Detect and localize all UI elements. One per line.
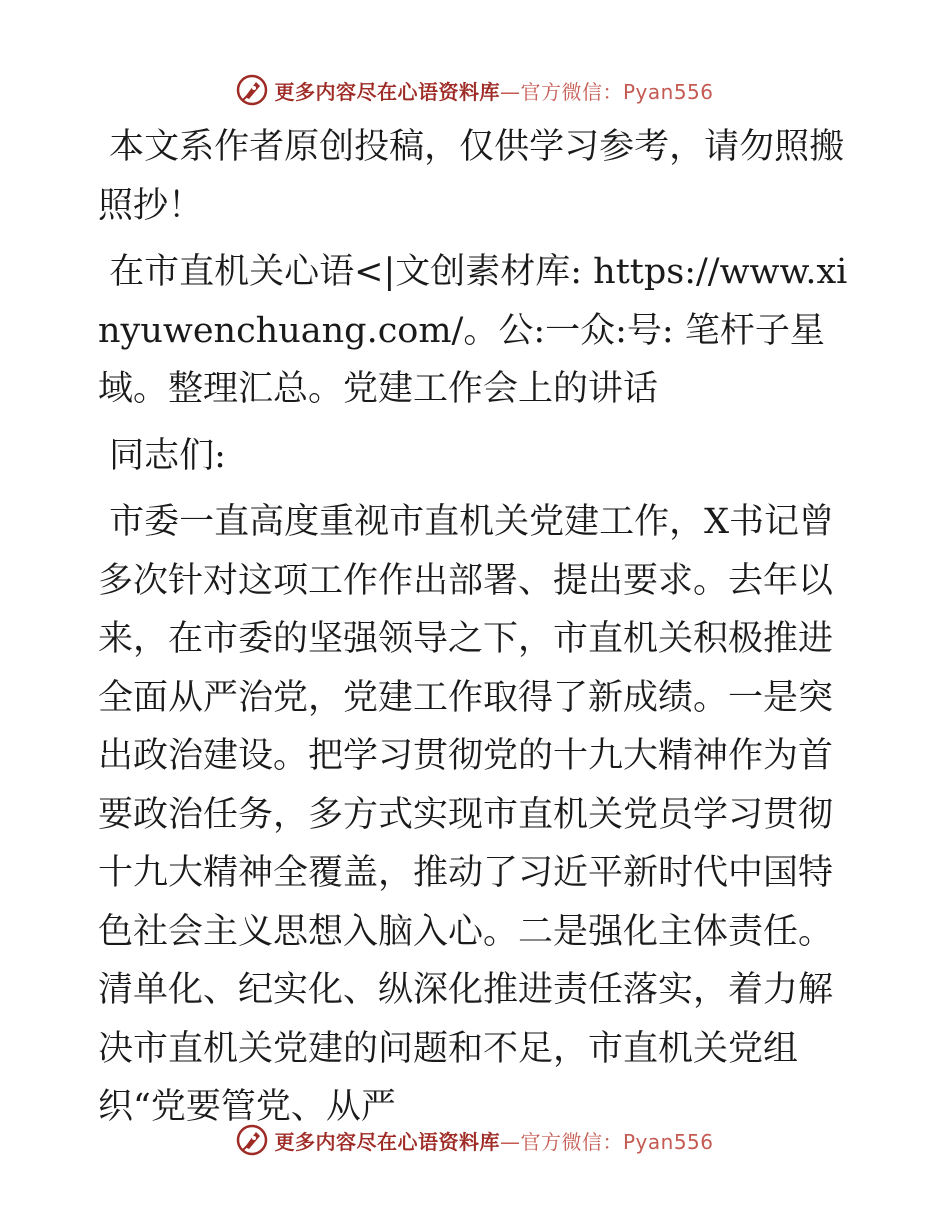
salutation-paragraph: 同志们: — [98, 435, 226, 476]
footer-banner — [0, 1118, 950, 1162]
body-paragraph: 市委一直高度重视市直机关党建工作，X书记曾多次针对这项工作作出部署、提出要求。去年以来，在市委的坚强领导之下，市直机关积极推进全面从严治党，党建工作取得了新成绩。一是突出政治建设。把学习贯彻党的十九大精神作为首要政治任务，多方式实现市直机关党员学习贯彻十九大精神全覆盖，推动了习近平新时代中国特色社会主义思想入脑入心。二是强化主体责任。清单化、纪实化、纵深化推进责任落实，着力解决市直机关党建的问题和不足，市直机关党组织“党要管党、从严 — [98, 502, 835, 1127]
disclaimer-paragraph: 本文系作者原创投稿，仅供学习参考，请勿照搬照抄！ — [98, 127, 845, 226]
header-banner — [0, 68, 950, 112]
document-body — [98, 118, 850, 1145]
banner-text: 更多内容尽在心语资料库—官方微信：Pyan556 — [274, 79, 714, 104]
source-paragraph: 在市直机关心语<|文创素材库: https://www.xinyuwenchuang.com/。公:一众:号: 笔杆子星域。整理汇总。党建工作会上的讲话 — [98, 252, 848, 409]
banner-text: 更多内容尽在心语资料库—官方微信：Pyan556 — [274, 1129, 714, 1154]
pen-nib-logo-icon — [236, 74, 268, 106]
pen-nib-logo-icon — [236, 1124, 268, 1156]
